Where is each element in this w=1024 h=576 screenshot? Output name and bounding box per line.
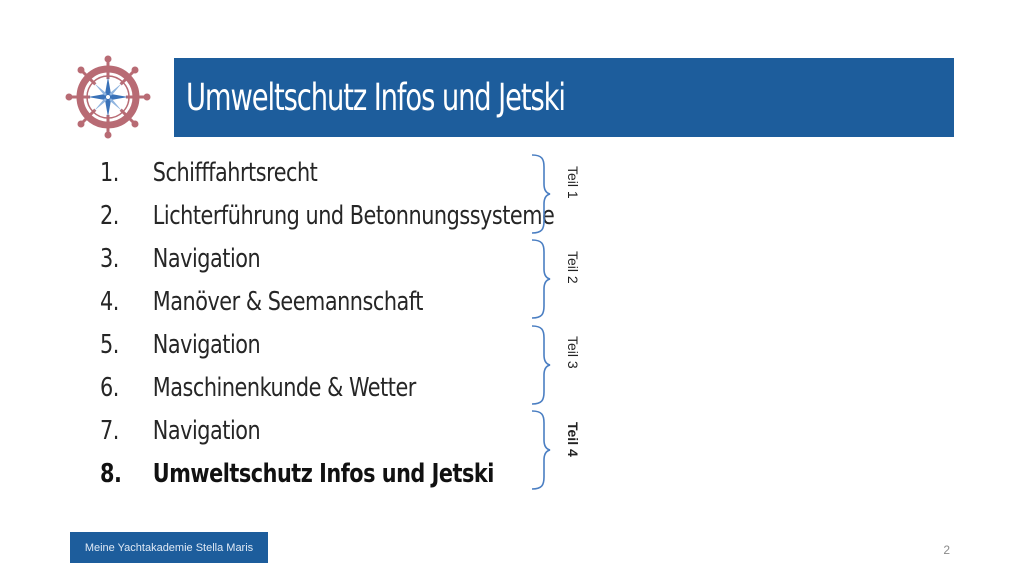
curly-brace-icon xyxy=(528,153,552,235)
page-number: 2 xyxy=(943,543,950,557)
agenda-item-label: Umweltschutz Infos und Jetski xyxy=(152,459,494,489)
curly-brace-icon xyxy=(528,238,552,320)
agenda-item-label: Lichterführung und Betonnungssysteme xyxy=(152,201,555,231)
agenda-item-number: 7. xyxy=(100,416,119,446)
agenda-item-number: 1. xyxy=(100,158,119,188)
agenda-item xyxy=(100,324,554,367)
agenda-item xyxy=(100,410,554,453)
agenda-item-active xyxy=(100,453,554,496)
part-label: Teil 3 xyxy=(565,336,581,369)
agenda-item-label: Manöver & Seemannschaft xyxy=(152,287,423,317)
slide-title: Umweltschutz Infos und Jetski xyxy=(186,76,565,119)
agenda-item-number: 5. xyxy=(100,330,119,360)
agenda-item-number: 3. xyxy=(100,244,119,274)
agenda-item-number: 2. xyxy=(100,201,119,231)
footer-label: Meine Yachtakademie Stella Maris xyxy=(70,532,268,563)
agenda-item-number: 6. xyxy=(100,373,119,403)
agenda-item-label: Maschinenkunde & Wetter xyxy=(152,373,416,403)
agenda-item xyxy=(100,195,554,238)
agenda-item-label: Navigation xyxy=(152,330,261,360)
part-label: Teil 1 xyxy=(565,166,581,199)
curly-brace-icon xyxy=(528,324,552,406)
part-label: Teil 2 xyxy=(565,251,581,284)
ship-wheel-compass-logo xyxy=(64,55,152,139)
agenda-item xyxy=(100,367,554,410)
agenda-item xyxy=(100,238,554,281)
curly-brace-icon xyxy=(528,409,552,491)
title-bar xyxy=(174,58,954,137)
agenda-item-label: Navigation xyxy=(152,416,261,446)
agenda-item-label: Navigation xyxy=(152,244,261,274)
agenda-item-number: 8. xyxy=(100,459,122,489)
agenda-item-label: Schifffahrtsrecht xyxy=(152,158,318,188)
part-label-active: Teil 4 xyxy=(565,422,581,457)
agenda-item xyxy=(100,281,554,324)
agenda-item xyxy=(100,152,554,195)
agenda-item-number: 4. xyxy=(100,287,119,317)
